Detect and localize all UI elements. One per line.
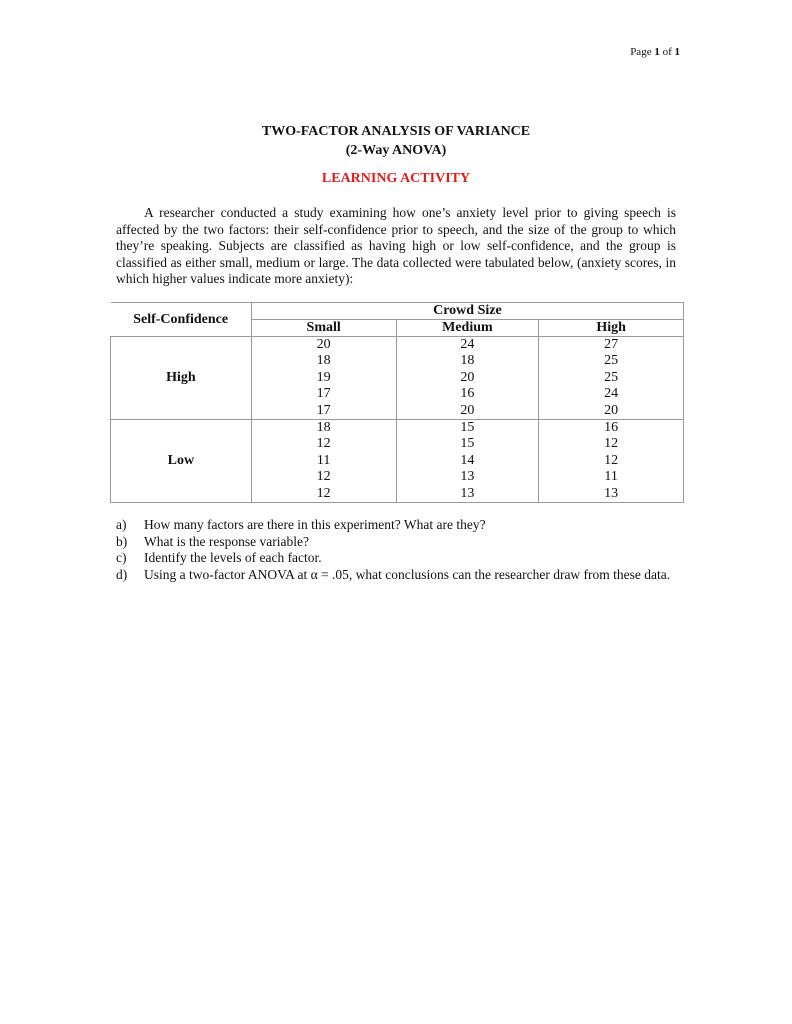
column-header-small: Small xyxy=(251,320,396,337)
table-cell: 16 xyxy=(539,420,684,437)
row-header-self-confidence: Self-Confidence xyxy=(111,303,252,337)
table-cell: 25 xyxy=(539,353,684,369)
table-cell: 13 xyxy=(396,469,539,485)
table-row xyxy=(111,420,684,437)
group-label-high: High xyxy=(111,337,252,420)
table-cell: 11 xyxy=(539,469,684,485)
question-text: Identify the levels of each factor. xyxy=(144,550,322,566)
list-item xyxy=(116,550,682,567)
table-cell: 15 xyxy=(396,420,539,437)
table-cell: 12 xyxy=(539,453,684,469)
table-cell: 12 xyxy=(251,469,396,485)
table-cell: 13 xyxy=(539,486,684,503)
table-cell: 20 xyxy=(396,403,539,420)
table-cell: 17 xyxy=(251,386,396,402)
page-number xyxy=(630,46,680,58)
table-cell: 13 xyxy=(396,486,539,503)
anxiety-data-table xyxy=(110,302,684,503)
group-label-low: Low xyxy=(111,420,252,503)
intro-paragraph: A researcher conducted a study examining how one’s anxiety level prior to giving speech is affected by the two factors: their self-confidence prior to speech, and the size of the group to which they’re speaking. Subjects are classified as having high or low self-confidence, and the group is classified as either small, medium or large. The data collected were tabulated below, (anxiety scores, in which higher values indicate more anxiety): xyxy=(116,205,676,287)
table-cell: 16 xyxy=(396,386,539,402)
page-total: 1 xyxy=(674,46,680,58)
table-cell: 11 xyxy=(251,453,396,469)
table-cell: 18 xyxy=(396,353,539,369)
table-cell: 19 xyxy=(251,370,396,386)
question-letter: d) xyxy=(116,566,128,582)
question-text: Using a two-factor ANOVA at α = .05, what conclusions can the researcher draw from these data. xyxy=(144,566,671,582)
table-cell: 24 xyxy=(396,337,539,354)
question-text: How many factors are there in this experiment? What are they? xyxy=(144,517,486,532)
title-line-1: TWO-FACTOR ANALYSIS OF VARIANCE xyxy=(261,124,531,139)
document-title xyxy=(0,122,792,160)
question-letter: a) xyxy=(116,517,127,532)
table-cell: 27 xyxy=(539,337,684,354)
list-item xyxy=(116,517,682,534)
table-cell: 20 xyxy=(251,337,396,354)
list-item xyxy=(116,534,682,551)
column-group-header-crowd-size: Crowd Size xyxy=(251,303,683,320)
table-cell: 18 xyxy=(251,420,396,437)
table-cell: 12 xyxy=(539,436,684,452)
table-cell: 17 xyxy=(251,403,396,420)
table-cell: 12 xyxy=(251,436,396,452)
question-list xyxy=(116,517,682,583)
question-text: What is the response variable? xyxy=(144,533,309,549)
table-cell: 18 xyxy=(251,353,396,369)
column-header-high: High xyxy=(539,320,684,337)
list-item xyxy=(116,567,682,584)
table-cell: 25 xyxy=(539,370,684,386)
table-cell: 14 xyxy=(396,453,539,469)
page-of: of xyxy=(662,46,672,58)
table-cell: 15 xyxy=(396,436,539,452)
page-label: Page xyxy=(630,46,652,58)
table-cell: 24 xyxy=(539,386,684,402)
question-letter: c) xyxy=(116,550,127,566)
column-header-medium: Medium xyxy=(396,320,539,337)
table-cell: 20 xyxy=(539,403,684,420)
table-row xyxy=(111,337,684,354)
learning-activity-heading: LEARNING ACTIVITY xyxy=(321,171,471,186)
title-line-2: (2-Way ANOVA) xyxy=(345,143,447,158)
page-current: 1 xyxy=(654,46,660,58)
table-cell: 12 xyxy=(251,486,396,503)
table-cell: 20 xyxy=(396,370,539,386)
question-letter: b) xyxy=(116,533,128,549)
